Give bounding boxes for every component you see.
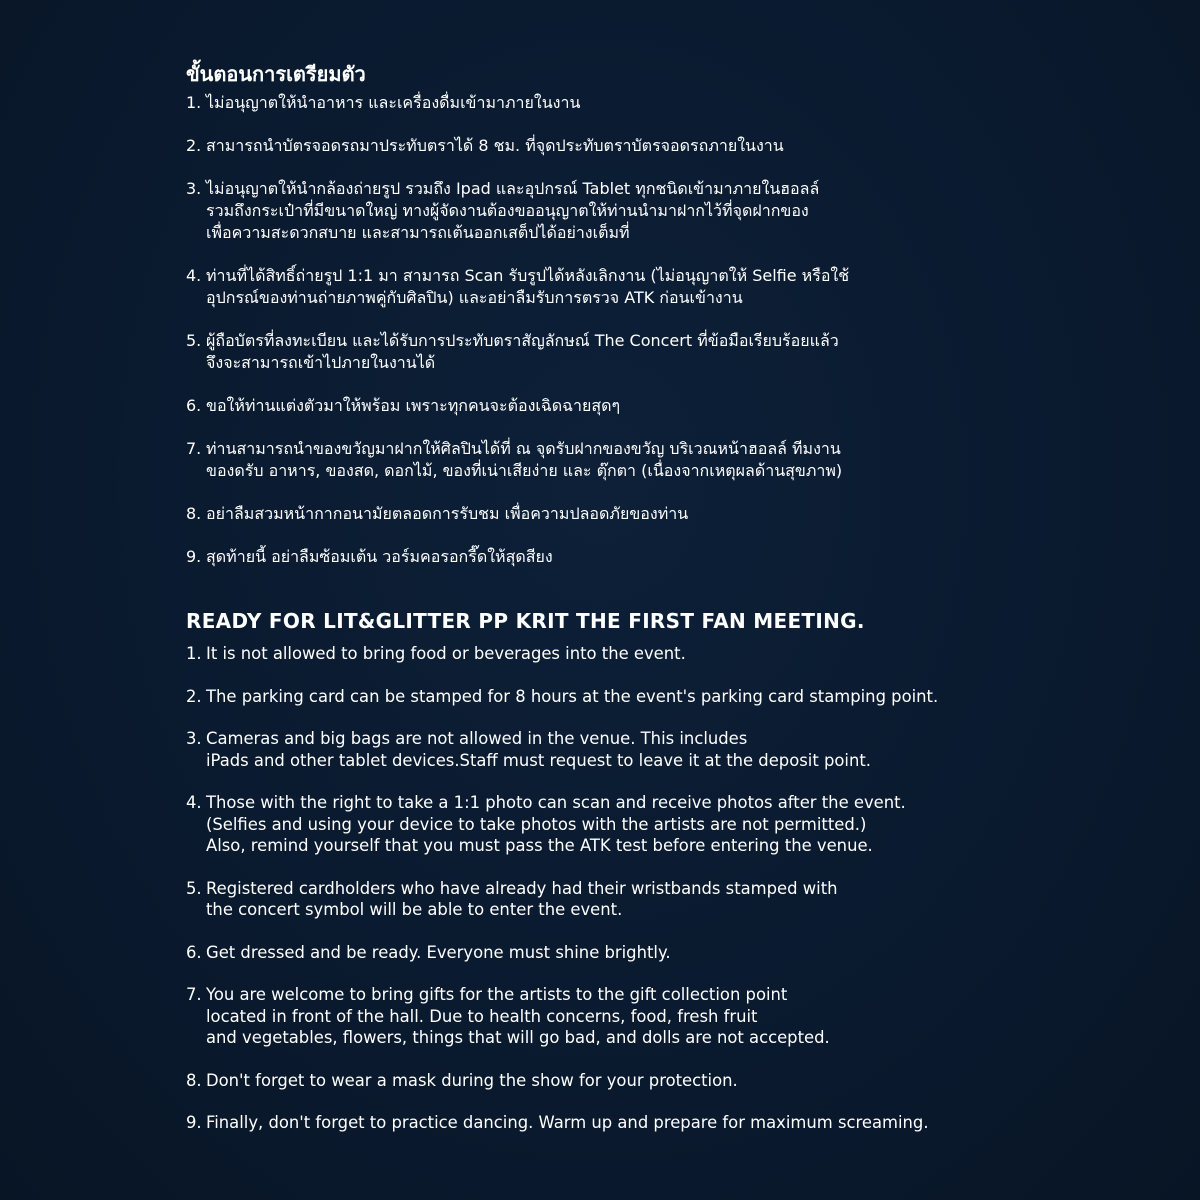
- item-number: 5.: [186, 878, 202, 898]
- list-item: [186, 92, 1176, 114]
- list-item: [186, 728, 1176, 771]
- item-line: Finally, don't forget to practice dancing. Warm up and prepare for maximum screaming.: [206, 1113, 929, 1132]
- item-line: เพื่อความสะดวกสบาย และสามารถเต้นออกเสต็ปได้อย่างเต็มที่: [206, 223, 630, 242]
- item-line: located in front of the hall. Due to health concerns, food, fresh fruit: [206, 1006, 758, 1026]
- item-text: [206, 330, 839, 374]
- item-text: [206, 878, 838, 921]
- list-item: [186, 643, 1176, 665]
- item-line: ไม่อนุญาตให้นำอาหาร และเครื่องดื่มเข้ามาภายในงาน: [206, 93, 581, 112]
- item-line: Cameras and big bags are not allowed in the venue. This includes: [206, 729, 748, 748]
- list-item: [186, 942, 1176, 964]
- item-line: ขอให้ท่านแต่งตัวมาให้พร้อม เพราะทุกคนจะต้องเฉิดฉายสุดๆ: [206, 396, 621, 415]
- item-number: 3.: [186, 729, 202, 748]
- list-item: [186, 792, 1176, 857]
- list-item: [186, 878, 1176, 921]
- item-line: ท่านสามารถนำของขวัญมาฝากให้ศิลปินได้ที่ ณ จุดรับฝากของขวัญ บริเวณหน้าฮอลล์ ทีมงาน: [206, 439, 841, 458]
- item-line: ไม่อนุญาตให้นำกล้องถ่ายรูป รวมถึง Ipad และอุปกรณ์ Tablet ทุกชนิดเข้ามาภายในฮอลล์: [206, 179, 820, 198]
- item-number: 5.: [186, 331, 202, 350]
- item-line: (Selfies and using your device to take photos with the artists are not permitted.): [206, 814, 867, 834]
- item-text: [206, 792, 906, 857]
- item-text: [206, 438, 842, 482]
- english-preparation-section: [186, 607, 1176, 1155]
- item-text: [206, 686, 938, 708]
- item-line: iPads and other tablet devices.Staff must request to leave it at the deposit point.: [206, 750, 871, 770]
- item-line: สามารถนำบัตรจอดรถมาประทับตราได้ 8 ชม. ที่จุดประทับตราบัตรจอดรถภายในงาน: [206, 136, 784, 155]
- list-item: [186, 1070, 1176, 1092]
- item-line: The parking card can be stamped for 8 hours at the event's parking card stamping point.: [206, 686, 939, 706]
- item-line: อุปกรณ์ของท่านถ่ายภาพคู่กับศิลปิน) และอย่าลืมรับการตรวจ ATK ก่อนเข้างาน: [206, 288, 743, 307]
- item-text: [206, 395, 620, 417]
- item-line: ของดรับ อาหาร, ของสด, ดอกไม้, ของที่เน่าเสียง่าย และ ตุ๊กตา (เนื่องจากเหตุผลด้านสุขภาพ): [206, 461, 843, 480]
- item-number: 8.: [186, 504, 202, 523]
- english-rules-list: [186, 643, 1176, 1134]
- item-number: 7.: [186, 985, 202, 1004]
- item-text: [206, 643, 686, 665]
- thai-section-title: ขั้นตอนการเตรียมตัว: [186, 62, 366, 86]
- item-line: You are welcome to bring gifts for the artists to the gift collection point: [206, 985, 788, 1004]
- list-item: [186, 135, 1176, 157]
- item-number: 3.: [186, 179, 202, 198]
- list-item: [186, 438, 1176, 482]
- item-line: and vegetables, flowers, things that will go bad, and dolls are not accepted.: [206, 1028, 830, 1047]
- list-item: [186, 503, 1176, 525]
- item-number: 2.: [186, 136, 202, 155]
- item-number: 4.: [186, 793, 202, 812]
- item-number: 8.: [186, 1070, 202, 1090]
- thai-preparation-section: [186, 60, 1176, 589]
- item-number: 9.: [186, 547, 202, 566]
- list-item: [186, 984, 1176, 1049]
- item-line: รวมถึงกระเป๋าที่มีขนาดใหญ่ ทางผู้จัดงานต้องขออนุญาตให้ท่านนำมาฝากไว้ที่จุดฝากของ: [206, 201, 809, 220]
- item-line: Registered cardholders who have already had their wristbands stamped with: [206, 878, 838, 898]
- item-line: Also, remind yourself that you must pass the ATK test before entering the venue.: [206, 836, 873, 855]
- list-item: [186, 395, 1176, 417]
- item-number: 1.: [186, 93, 202, 112]
- item-number: 7.: [186, 439, 202, 458]
- item-text: [206, 503, 688, 525]
- item-line: It is not allowed to bring food or beverages into the event.: [206, 644, 686, 663]
- item-line: ท่านที่ได้สิทธิ์ถ่ายรูป 1:1 มา สามารถ Scan รับรูปได้หลังเลิกงาน (ไม่อนุญาตให้ Selfie หรือใช้: [206, 266, 850, 285]
- item-line: Don't forget to wear a mask during the show for your protection.: [206, 1070, 738, 1090]
- item-line: the concert symbol will be able to enter the event.: [206, 900, 623, 919]
- list-item: [186, 178, 1176, 244]
- item-line: ผู้ถือบัตรที่ลงทะเบียน และได้รับการประทับตราสัญลักษณ์ The Concert ที่ข้อมือเรียบร้อยแล้ว: [206, 331, 839, 350]
- item-line: จึงจะสามารถเข้าไปภายในงานได้: [206, 353, 436, 372]
- item-text: [206, 178, 819, 244]
- item-text: [206, 1112, 929, 1134]
- item-line: Get dressed and be ready. Everyone must shine brightly.: [206, 942, 671, 962]
- list-item: [186, 686, 1176, 708]
- list-item: [186, 265, 1176, 309]
- item-number: 6.: [186, 942, 202, 962]
- list-item: [186, 330, 1176, 374]
- item-line: สุดท้ายนี้ อย่าลืมซ้อมเต้น วอร์มคอรอกรี๊ดให้สุดสียง: [206, 547, 553, 566]
- thai-rules-list: [186, 92, 1176, 568]
- list-item: [186, 546, 1176, 568]
- list-item: [186, 1112, 1176, 1134]
- item-number: 2.: [186, 686, 202, 706]
- item-number: 6.: [186, 396, 202, 415]
- item-number: 4.: [186, 266, 202, 285]
- item-number: 1.: [186, 644, 202, 663]
- item-text: [206, 984, 830, 1049]
- item-text: [206, 92, 580, 114]
- item-text: [206, 728, 871, 771]
- item-text: [206, 135, 784, 157]
- english-section-title: READY FOR LIT&GLITTER PP KRIT THE FIRST FAN MEETING.: [186, 609, 865, 633]
- item-number: 9.: [186, 1113, 202, 1132]
- item-text: [206, 942, 671, 964]
- item-line: Those with the right to take a 1:1 photo can scan and receive photos after the event.: [206, 793, 906, 812]
- item-line: อย่าลืมสวมหน้ากากอนามัยตลอดการรับชม เพื่อความปลอดภัยของท่าน: [206, 504, 689, 523]
- item-text: [206, 265, 849, 309]
- item-text: [206, 546, 553, 568]
- item-text: [206, 1070, 738, 1092]
